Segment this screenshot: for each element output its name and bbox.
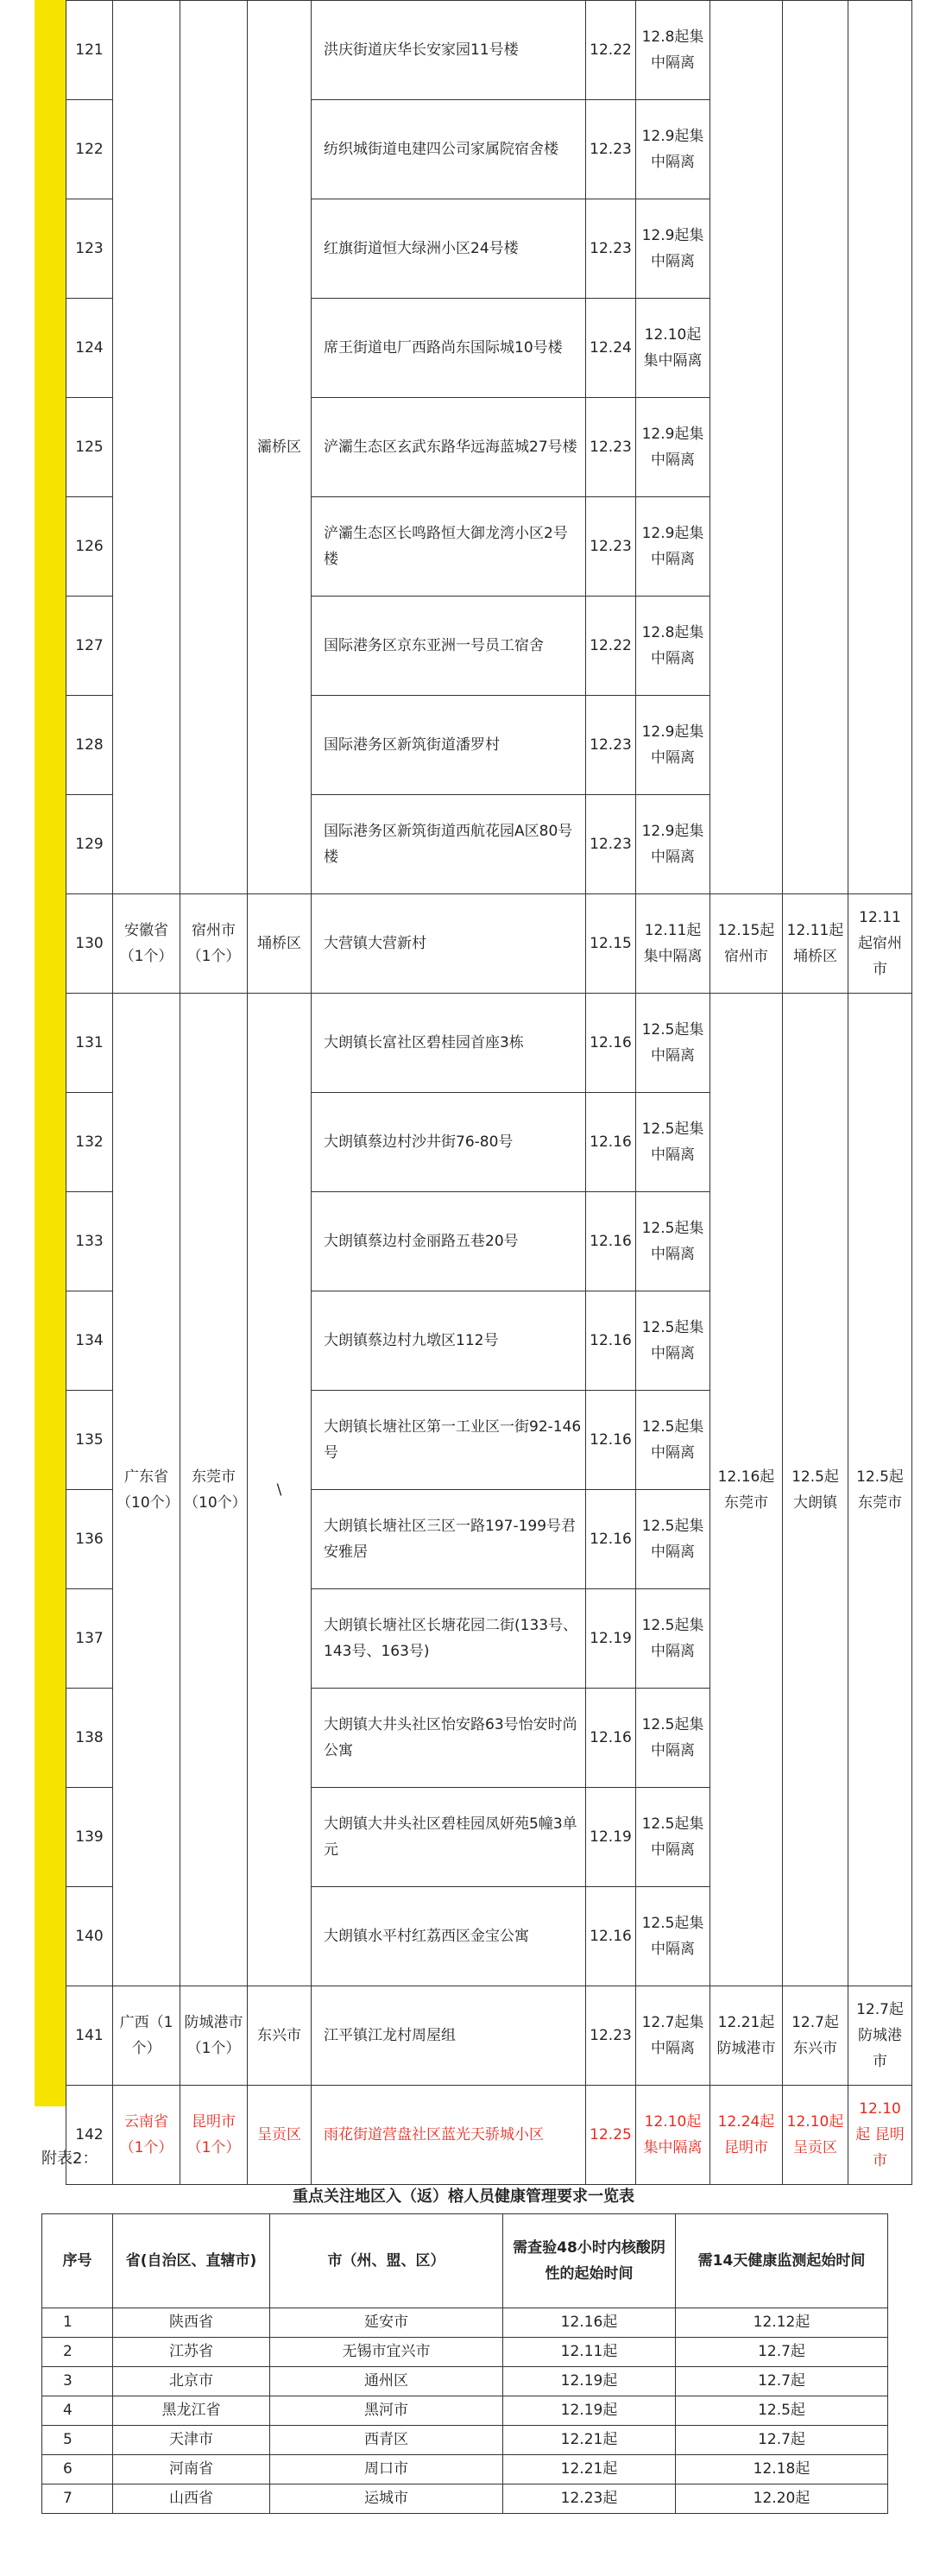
header-province: 省(自治区、直辖市): [113, 2214, 270, 2308]
isolation-cell: 12.9起集中隔离: [636, 795, 710, 894]
seq-cell: 1: [42, 2308, 113, 2338]
address-cell: 大朗镇长富社区碧桂园首座3栋: [312, 994, 586, 1093]
district-monitor-start-cell: 12.10起呈贡区: [783, 2086, 848, 2185]
monitor-start-cell: 12.18起: [676, 2455, 888, 2484]
address-cell: 大朗镇大井头社区碧桂园凤妍苑5幢3单元: [312, 1788, 586, 1887]
isolation-cell: 12.5起集中隔离: [636, 1490, 710, 1589]
row-index: 138: [66, 1689, 113, 1788]
isolation-cell: 12.9起集中隔离: [636, 199, 710, 299]
address-cell: 大朗镇长塘社区第一工业区一街92-146号: [312, 1391, 586, 1490]
row-index: 124: [66, 299, 113, 398]
table-row: [42, 2484, 888, 2514]
city-cell: 东莞市（10个）: [180, 994, 248, 1986]
row-index: 123: [66, 199, 113, 299]
address-cell: 国际港务区新筑街道潘罗村: [312, 696, 586, 795]
row-index: 132: [66, 1093, 113, 1192]
monitor-start-cell: 12.20起: [676, 2484, 888, 2514]
city-nat-start-cell: [710, 1, 783, 894]
header-nat-start: 需查验48小时内核酸阴性的起始时间: [503, 2214, 676, 2308]
date-cell: 12.24: [586, 299, 636, 398]
district-cell: 东兴市: [248, 1986, 312, 2086]
city-monitor-start-cell: 12.11起宿州市: [848, 894, 912, 994]
city-cell: 黑河市: [270, 2396, 503, 2426]
row-index: 134: [66, 1291, 113, 1391]
table-row: [42, 2338, 888, 2367]
address-cell: 浐灞生态区长鸣路恒大御龙湾小区2号楼: [312, 497, 586, 597]
province-cell: 山西省: [113, 2484, 270, 2514]
date-cell: 12.16: [586, 1391, 636, 1490]
seq-cell: 4: [42, 2396, 113, 2426]
table-row: [42, 2396, 888, 2426]
row-index: 139: [66, 1788, 113, 1887]
nat-start-cell: 12.21起: [503, 2455, 676, 2484]
row-index: 135: [66, 1391, 113, 1490]
address-cell: 大朗镇长塘社区长塘花园二街(133号、143号、163号): [312, 1589, 586, 1689]
date-cell: 12.16: [586, 1689, 636, 1788]
date-cell: 12.15: [586, 894, 636, 994]
table-row: [42, 2426, 888, 2455]
address-cell: 国际港务区京东亚洲一号员工宿舍: [312, 597, 586, 696]
table-row: [42, 2455, 888, 2484]
province-cell: 广西（1个）: [113, 1986, 180, 2086]
date-cell: 12.23: [586, 100, 636, 199]
isolation-cell: 12.10起集中隔离: [636, 299, 710, 398]
date-cell: 12.23: [586, 199, 636, 299]
seq-cell: 2: [42, 2338, 113, 2367]
province-cell: 安徽省（1个）: [113, 894, 180, 994]
city-nat-start-cell: 12.21起防城港市: [710, 1986, 783, 2086]
date-cell: 12.23: [586, 795, 636, 894]
nat-start-cell: 12.23起: [503, 2484, 676, 2514]
yellow-margin-stripe: [35, 0, 66, 2106]
city-cell: [180, 1, 248, 894]
table-row: [42, 2308, 888, 2338]
table-row: [66, 994, 912, 1093]
health-management-table: [41, 2213, 888, 2514]
row-index: 130: [66, 894, 113, 994]
isolation-cell: 12.5起集中隔离: [636, 1391, 710, 1490]
row-index: 142: [66, 2086, 113, 2185]
province-cell: 河南省: [113, 2455, 270, 2484]
province-cell: 天津市: [113, 2426, 270, 2455]
row-index: 122: [66, 100, 113, 199]
monitor-start-cell: 12.5起: [676, 2396, 888, 2426]
province-cell: 广东省（10个）: [113, 994, 180, 1986]
seq-cell: 6: [42, 2455, 113, 2484]
date-cell: 12.19: [586, 1589, 636, 1689]
header-city: 市（州、盟、区）: [270, 2214, 503, 2308]
city-cell: 延安市: [270, 2308, 503, 2338]
isolation-cell: 12.9起集中隔离: [636, 696, 710, 795]
province-cell: 北京市: [113, 2367, 270, 2396]
isolation-cell: 12.9起集中隔离: [636, 497, 710, 597]
isolation-cell: 12.5起集中隔离: [636, 994, 710, 1093]
isolation-cell: 12.5起集中隔离: [636, 1093, 710, 1192]
isolation-cell: 12.11起集中隔离: [636, 894, 710, 994]
district-monitor-start-cell: 12.7起东兴市: [783, 1986, 848, 2086]
row-index: 133: [66, 1192, 113, 1291]
seq-cell: 5: [42, 2426, 113, 2455]
date-cell: 12.16: [586, 1490, 636, 1589]
isolation-cell: 12.5起集中隔离: [636, 1192, 710, 1291]
isolation-cell: 12.5起集中隔离: [636, 1589, 710, 1689]
isolation-cell: 12.9起集中隔离: [636, 398, 710, 497]
row-index: 136: [66, 1490, 113, 1589]
row-index: 129: [66, 795, 113, 894]
address-cell: 大营镇大营新村: [312, 894, 586, 994]
table-row: [66, 1986, 912, 2086]
monitor-start-cell: 12.12起: [676, 2308, 888, 2338]
isolation-cell: 12.8起集中隔离: [636, 1, 710, 100]
district-cell: 灞桥区: [248, 1, 312, 894]
city-monitor-start-cell: 12.5起东莞市: [848, 994, 912, 1986]
date-cell: 12.16: [586, 994, 636, 1093]
row-index: 128: [66, 696, 113, 795]
city-nat-start-cell: 12.16起东莞市: [710, 994, 783, 1986]
address-cell: 大朗镇蔡边村金丽路五巷20号: [312, 1192, 586, 1291]
city-nat-start-cell: 12.15起宿州市: [710, 894, 783, 994]
isolation-cell: 12.5起集中隔离: [636, 1291, 710, 1391]
date-cell: 12.19: [586, 1788, 636, 1887]
district-monitor-start-cell: [783, 1, 848, 894]
date-cell: 12.22: [586, 597, 636, 696]
date-cell: 12.23: [586, 497, 636, 597]
nat-start-cell: 12.16起: [503, 2308, 676, 2338]
city-cell: 宿州市（1个）: [180, 894, 248, 994]
city-nat-start-cell: 12.24起昆明市: [710, 2086, 783, 2185]
table-row: [66, 2086, 912, 2185]
address-cell: 洪庆街道庆华长安家园11号楼: [312, 1, 586, 100]
isolation-cell: 12.8起集中隔离: [636, 597, 710, 696]
monitor-start-cell: 12.7起: [676, 2426, 888, 2455]
city-monitor-start-cell: 12.7起防城港市: [848, 1986, 912, 2086]
isolation-cell: 12.7起集中隔离: [636, 1986, 710, 2086]
nat-start-cell: 12.11起: [503, 2338, 676, 2367]
isolation-cell: 12.9起集中隔离: [636, 100, 710, 199]
table2-title: 重点关注地区入（返）榕人员健康管理要求一览表: [293, 2188, 634, 2206]
province-cell: 云南省（1个）: [113, 2086, 180, 2185]
row-index: 131: [66, 994, 113, 1093]
appendix-label: 附表2：: [41, 2150, 98, 2168]
address-cell: 大朗镇蔡边村沙井街76-80号: [312, 1093, 586, 1192]
date-cell: 12.16: [586, 1291, 636, 1391]
city-cell: 西青区: [270, 2426, 503, 2455]
table-row: [66, 1, 912, 100]
date-cell: 12.16: [586, 1192, 636, 1291]
district-cell: 埇桥区: [248, 894, 312, 994]
address-cell: 红旗街道恒大绿洲小区24号楼: [312, 199, 586, 299]
isolation-cell: 12.5起集中隔离: [636, 1887, 710, 1986]
address-cell: 国际港务区新筑街道西航花园A区80号楼: [312, 795, 586, 894]
district-monitor-start-cell: 12.5起大朗镇: [783, 994, 848, 1986]
city-cell: 运城市: [270, 2484, 503, 2514]
row-index: 125: [66, 398, 113, 497]
province-cell: 江苏省: [113, 2338, 270, 2367]
isolation-cell: 12.10起集中隔离: [636, 2086, 710, 2185]
province-cell: [113, 1, 180, 894]
seq-cell: 7: [42, 2484, 113, 2514]
city-cell: 昆明市（1个）: [180, 2086, 248, 2185]
nat-start-cell: 12.19起: [503, 2396, 676, 2426]
city-monitor-start-cell: 12.10起 昆明市: [848, 2086, 912, 2185]
date-cell: 12.22: [586, 1, 636, 100]
city-monitor-start-cell: [848, 1, 912, 894]
city-cell: 周口市: [270, 2455, 503, 2484]
risk-area-table: [66, 0, 912, 2185]
date-cell: 12.23: [586, 696, 636, 795]
address-cell: 江平镇江龙村周屋组: [312, 1986, 586, 2086]
date-cell: 12.16: [586, 1093, 636, 1192]
row-index: 127: [66, 597, 113, 696]
city-cell: 无锡市宜兴市: [270, 2338, 503, 2367]
monitor-start-cell: 12.7起: [676, 2367, 888, 2396]
table-row: [66, 894, 912, 994]
seq-cell: 3: [42, 2367, 113, 2396]
city-cell: 通州区: [270, 2367, 503, 2396]
district-cell: 呈贡区: [248, 2086, 312, 2185]
address-cell: 大朗镇水平村红荔西区金宝公寓: [312, 1887, 586, 1986]
row-index: 126: [66, 497, 113, 597]
nat-start-cell: 12.21起: [503, 2426, 676, 2455]
address-cell: 席王街道电厂西路尚东国际城10号楼: [312, 299, 586, 398]
date-cell: 12.16: [586, 1887, 636, 1986]
district-cell: \: [248, 994, 312, 1986]
city-cell: 防城港市（1个）: [180, 1986, 248, 2086]
district-monitor-start-cell: 12.11起埇桥区: [783, 894, 848, 994]
isolation-cell: 12.5起集中隔离: [636, 1788, 710, 1887]
isolation-cell: 12.5起集中隔离: [636, 1689, 710, 1788]
address-cell: 雨花街道营盘社区蓝光天骄城小区: [312, 2086, 586, 2185]
table-row: [42, 2367, 888, 2396]
address-cell: 大朗镇大井头社区怡安路63号怡安时尚公寓: [312, 1689, 586, 1788]
address-cell: 大朗镇长塘社区三区一路197-199号君安雅居: [312, 1490, 586, 1589]
row-index: 141: [66, 1986, 113, 2086]
address-cell: 大朗镇蔡边村九墩区112号: [312, 1291, 586, 1391]
header-monitor-start: 需14天健康监测起始时间: [676, 2214, 888, 2308]
row-index: 121: [66, 1, 113, 100]
address-cell: 浐灞生态区玄武东路华远海蓝城27号楼: [312, 398, 586, 497]
nat-start-cell: 12.19起: [503, 2367, 676, 2396]
date-cell: 12.25: [586, 2086, 636, 2185]
date-cell: 12.23: [586, 1986, 636, 2086]
province-cell: 黑龙江省: [113, 2396, 270, 2426]
monitor-start-cell: 12.7起: [676, 2338, 888, 2367]
address-cell: 纺织城街道电建四公司家属院宿舍楼: [312, 100, 586, 199]
date-cell: 12.23: [586, 398, 636, 497]
province-cell: 陕西省: [113, 2308, 270, 2338]
header-seq: 序号: [42, 2214, 113, 2308]
row-index: 137: [66, 1589, 113, 1689]
row-index: 140: [66, 1887, 113, 1986]
